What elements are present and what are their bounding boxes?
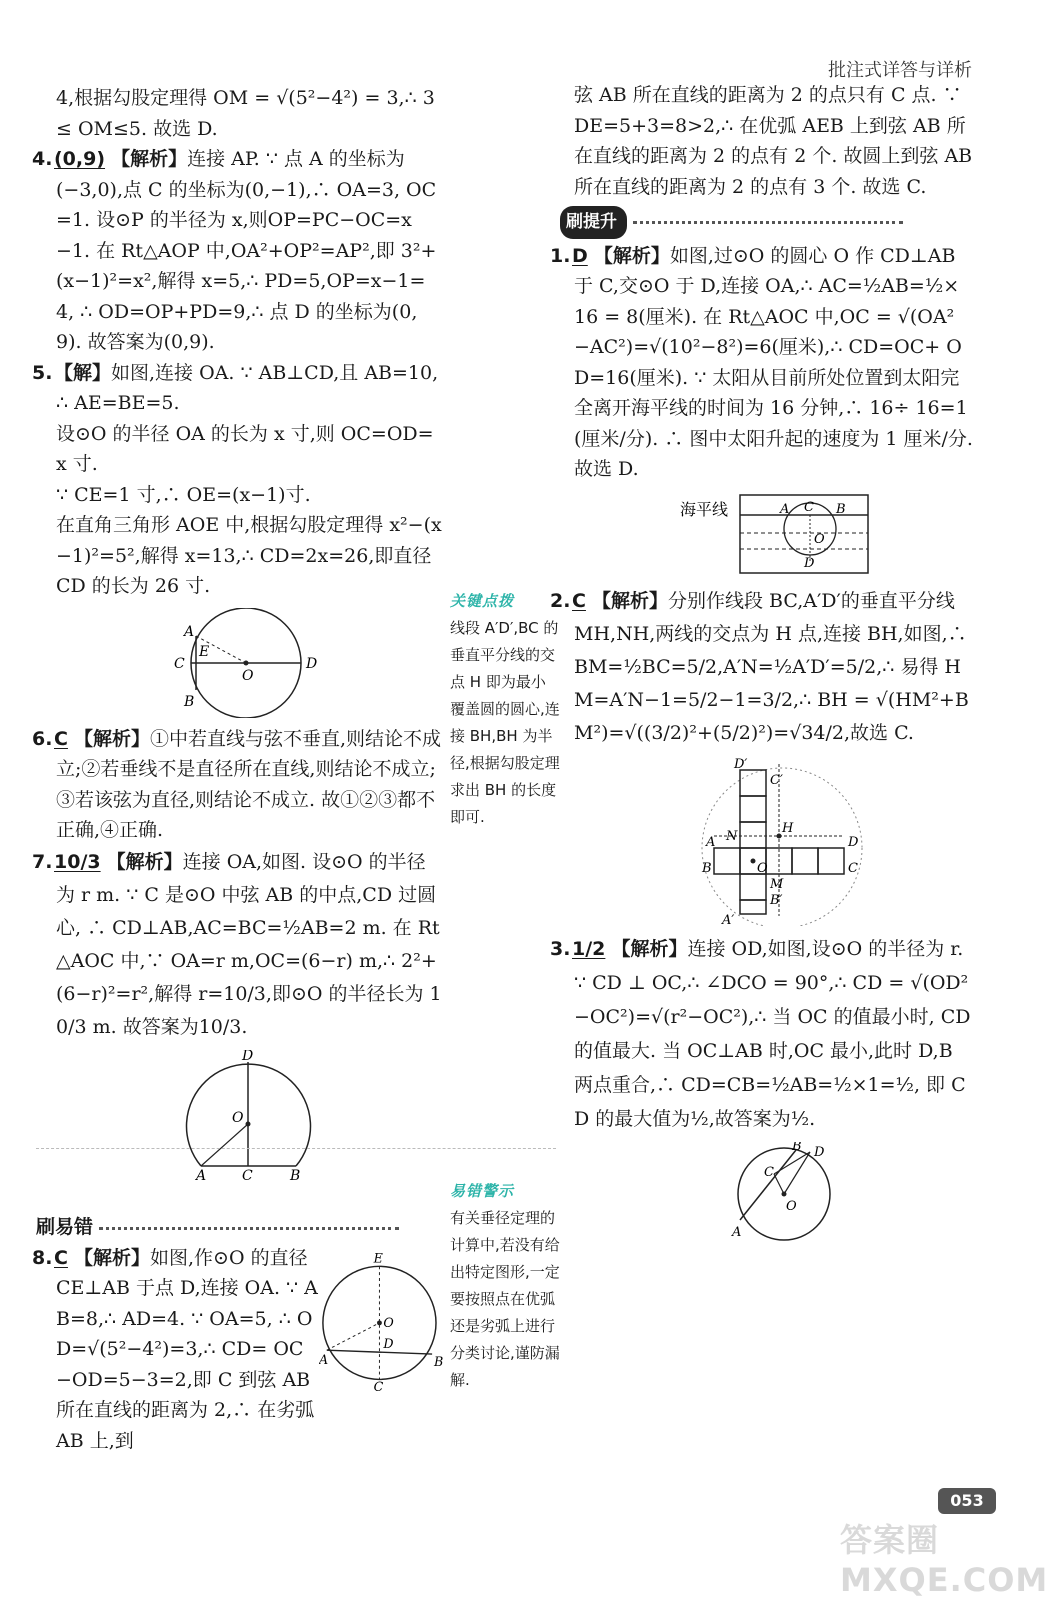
q5-line-4: 在直角三角形 AOE 中,根据勾股定理得 x²−(x−1)²=5²,解得 x=13,∴ CD=2x=26,即直径 CD 的长为 26 寸.: [56, 514, 442, 597]
key-point-title: 关键点拨: [450, 592, 515, 610]
r-q1-label-B: B: [836, 501, 846, 517]
watermark: 答案圈 MXQE.COM: [840, 1521, 1049, 1599]
q7-text: 连接 OA,如图. 设⊙O 的半径为 r m. ∵ C 是⊙O 中弦 AB 的中点,CD 过圆心, ∴ CD⊥AB,AC=BC=½AB=2 m. 在 Rt△AOC 中,∵ OA=r m,OC=(6−r) m,∴ 2²+(6−r)²=r²,解得 r=10/3,即⊙O 的半径长为 10/3 m. 故答案为10/3.: [56, 850, 442, 1038]
q5-label-A: A: [184, 623, 195, 640]
q5-diagram: [56, 608, 356, 718]
r-q2-diagram: [574, 756, 974, 926]
q7-tag: 【解析】: [106, 850, 183, 873]
q8-block: [32, 1243, 319, 1457]
r-q1-label-A: A: [780, 501, 790, 517]
mistake-warning-title: 易错警示: [450, 1182, 515, 1200]
r-q2-text: 分别作线段 BC,A′D′的垂直平分线 MH,NH,两线的交点为 H 点,连接 BH,如图,∴ BM=½BC=5/2,A′N=½A′D′=5/2,∴ 易得 HM=A′N−1=5/2−1=3/2,∴ BH = √(HM²+BM²)=√((3/2)²+(5/2)²)=√34/2,故选 C.: [574, 589, 969, 744]
r-q2-label-C: C: [848, 860, 858, 876]
r-q3-text: 连接 OD,如图,设⊙O 的半径为 r. ∵ CD ⊥ OC,∴ ∠DCO = 90°,∴ CD = √(OD²−OC²)=√(r²−OC²),∴ 当 OC 的值最小时, CD 的值最大. 当 OC⊥AB 时,OC 最小,此时 D,B 两点重合,∴ CD=CB=½AB=½×1=½, 即 CD 的最大值为½,故答案为½.: [574, 937, 971, 1130]
q4-block: [32, 144, 442, 358]
q6-number: 6.: [32, 727, 53, 750]
r-q2-answer: C: [572, 589, 586, 612]
side-note-key-point: [450, 588, 560, 831]
q6-block: [32, 724, 442, 846]
q4-number: 4.: [32, 148, 53, 170]
q4-tag: 【解析】: [111, 148, 188, 170]
heading-dots: [99, 1227, 399, 1230]
r-q2-label-A: A: [706, 834, 716, 850]
r-q2-label-H: H: [782, 820, 794, 836]
q5-label-O: O: [242, 667, 254, 684]
q7-label-D: D: [242, 1049, 254, 1064]
q5-label-E: E: [199, 643, 210, 660]
r-q2-figure: [574, 756, 974, 926]
page-number: 053: [938, 1488, 996, 1514]
r-q1-diagram: [574, 491, 974, 579]
q5-number: 5.: [32, 361, 53, 384]
r-q3-label-O: O: [786, 1198, 797, 1214]
r-q3-diagram: [574, 1142, 974, 1242]
q5-line-3: ∵ CE=1 寸,∴ OE=(x−1)寸.: [56, 483, 311, 506]
q7-label-C: C: [242, 1167, 253, 1180]
key-point-text: 线段 A′D′,BC 的垂直平分线的交点 H 即为最小覆盖圆的圆心,连接 BH,BH 为半径,根据勾股定理求出 BH 的长度即可.: [450, 619, 560, 826]
r-q2-label-B1: B′: [770, 892, 783, 908]
q5-block: [32, 358, 442, 419]
r-q1-number: 1.: [550, 244, 571, 267]
q6-text: ①中若直线与弦不垂直,则结论不成立;②若垂线不是直径所在直线,则结论不成立;③若该弦为直径,则结论不成立. 故①②③都不正确,④正确.: [56, 727, 442, 841]
q8-diagram: [319, 1243, 446, 1393]
side-note-mistake-warning: [450, 1178, 560, 1394]
q7-label-A: A: [196, 1167, 207, 1180]
q8-text: 如图,作⊙O 的直径 CE⊥AB 于点 D,连接 OA. ∵ AB=8,∴ AD=4. ∵ OA=5, ∴ OD=√(5²−4²)=3,∴ CD= OC−OD=5−3=2,即 C 到弦 AB 所在直线的距离为 2,∴ 在劣弧 AB 上,到: [56, 1246, 318, 1452]
r-q3-answer: 1/2: [572, 937, 606, 960]
r-q3-label-C: C: [764, 1164, 774, 1180]
q4-answer: (0,9): [54, 148, 106, 170]
r-q2-label-D1: D′: [734, 756, 748, 772]
r-q2-block: [550, 585, 974, 750]
r-q1-label-O: O: [814, 531, 825, 547]
improve-heading: 刷提升: [560, 206, 627, 239]
r-q1-label-D: D: [804, 555, 815, 571]
r-q3-label-B: B: [792, 1141, 802, 1154]
q8-label-O: O: [383, 1314, 394, 1330]
q5-label-C: C: [174, 655, 185, 672]
q4-text: 连接 AP. ∵ 点 A 的坐标为(−3,0),点 C 的坐标为(0,−1),∴ OA=3, OC=1. 设⊙P 的半径为 x,则OP=PC−OC=x−1. 在 Rt△AOP 中,OA²+OP²=AP²,即 3²+(x−1)²=x²,解得 x=5,∴ PD=5,OP=x−1=4, ∴ OD=OP+PD=9,∴ 点 D 的坐标为(0,9). 故答案为(0,9).: [56, 148, 437, 353]
r-q3-label-A: A: [732, 1224, 742, 1240]
q5-line-2: 设⊙O 的半径 OA 的长为 x 寸,则 OC=OD= x 寸.: [56, 422, 434, 475]
left-column: [32, 83, 442, 1186]
q3-tail: 4,根据勾股定理得 OM = √(5²−4²) = 3,∴ 3 ≤ OM≤5. 故选 D.: [56, 87, 435, 140]
q7-label-O: O: [232, 1109, 244, 1126]
r-q1-tag: 【解析】: [593, 244, 670, 267]
q5-tag: 【解】: [54, 361, 112, 384]
r-q3-label-D: D: [814, 1144, 825, 1160]
q8-tail: 弦 AB 所在直线的距离为 2 的点只有 C 点. ∵ DE=5+3=8>2,∴ 在优弧 AEB 上到弦 AB 所在直线的距离为 2 的点有 2 个. 故圆上到弦 AB 所在直线的距离为 2 的点有 3 个. 故选 C.: [574, 84, 973, 198]
sea-level-label: 海平线: [680, 499, 729, 519]
q5-label-D: D: [306, 655, 318, 672]
r-q2-label-M: M: [770, 876, 784, 892]
r-q2-label-C1: C′: [770, 772, 783, 788]
q8-tag: 【解析】: [74, 1246, 151, 1269]
q5-figure: [56, 608, 442, 718]
r-q1-answer: D: [572, 244, 588, 267]
r-q1-block: [550, 241, 974, 485]
q8-answer: C: [54, 1246, 68, 1269]
r-q3-block: [550, 932, 974, 1136]
section-divider: [36, 1148, 556, 1149]
r-q2-label-O: O: [757, 860, 768, 876]
q8-label-D: D: [383, 1335, 394, 1351]
q7-diagram: [56, 1050, 356, 1180]
q6-tag: 【解析】: [74, 727, 151, 750]
q6-answer: C: [54, 727, 68, 750]
right-column: [550, 80, 974, 1248]
improve-dots: [633, 221, 903, 224]
mistake-warning-text: 有关垂径定理的计算中,若没有给出特定图形,一定要按照点在优弧还是劣弧上进行分类讨论,谨防漏解.: [450, 1209, 560, 1389]
q8-label-E: E: [373, 1249, 384, 1265]
page-header: 批注式详答与详析: [828, 60, 972, 81]
easy-mistake-title: [36, 1212, 446, 1243]
q8-label-A: A: [319, 1351, 329, 1367]
q8-label-B: B: [434, 1353, 444, 1369]
r-q1-figure: [574, 491, 974, 579]
r-q2-label-N: N: [726, 828, 738, 844]
q8-label-C: C: [373, 1378, 384, 1393]
easy-mistake-section: [32, 1212, 446, 1456]
r-q3-figure: [574, 1142, 974, 1242]
q5-line-1: 如图,连接 OA. ∵ AB⊥CD,且 AB=10, ∴ AE=BE=5.: [56, 361, 439, 414]
q8-row: [32, 1243, 446, 1457]
r-q2-label-A1: A′: [722, 912, 735, 926]
r-q3-number: 3.: [550, 937, 571, 960]
improve-section-title: [560, 206, 974, 239]
r-q2-label-B: B: [702, 860, 712, 876]
r-q2-number: 2.: [550, 589, 571, 612]
easy-mistake-heading: 刷易错: [36, 1216, 94, 1238]
r-q3-tag: 【解析】: [611, 937, 688, 960]
r-q1-label-C: C: [804, 499, 814, 515]
q7-number: 7.: [32, 850, 53, 873]
r-q1-text: 如图,过⊙O 的圆心 O 作 CD⊥AB 于 C,交⊙O 于 D,连接 OA,∴ AC=½AB=½× 16 = 8(厘米). 在 Rt△AOC 中,OC = √(OA²−AC²)=√(10²−8²)=6(厘米),∴ CD=OC+ OD=16(厘米). ∵ 太阳从目前所处位置到太阳完全离开海平线的时间为 16 分钟,∴ 16÷ 16=1(厘米/分). ∴ 图中太阳升起的速度为 1 厘米/分. 故选 D.: [574, 244, 973, 480]
q7-label-B: B: [290, 1167, 301, 1180]
q7-answer: 10/3: [54, 850, 101, 873]
r-q2-label-D: D: [848, 834, 859, 850]
q8-number: 8.: [32, 1246, 53, 1269]
q7-block: [32, 846, 442, 1044]
q7-figure: [56, 1050, 442, 1180]
r-q2-tag: 【解析】: [592, 589, 669, 612]
q5-label-B: B: [184, 693, 195, 710]
